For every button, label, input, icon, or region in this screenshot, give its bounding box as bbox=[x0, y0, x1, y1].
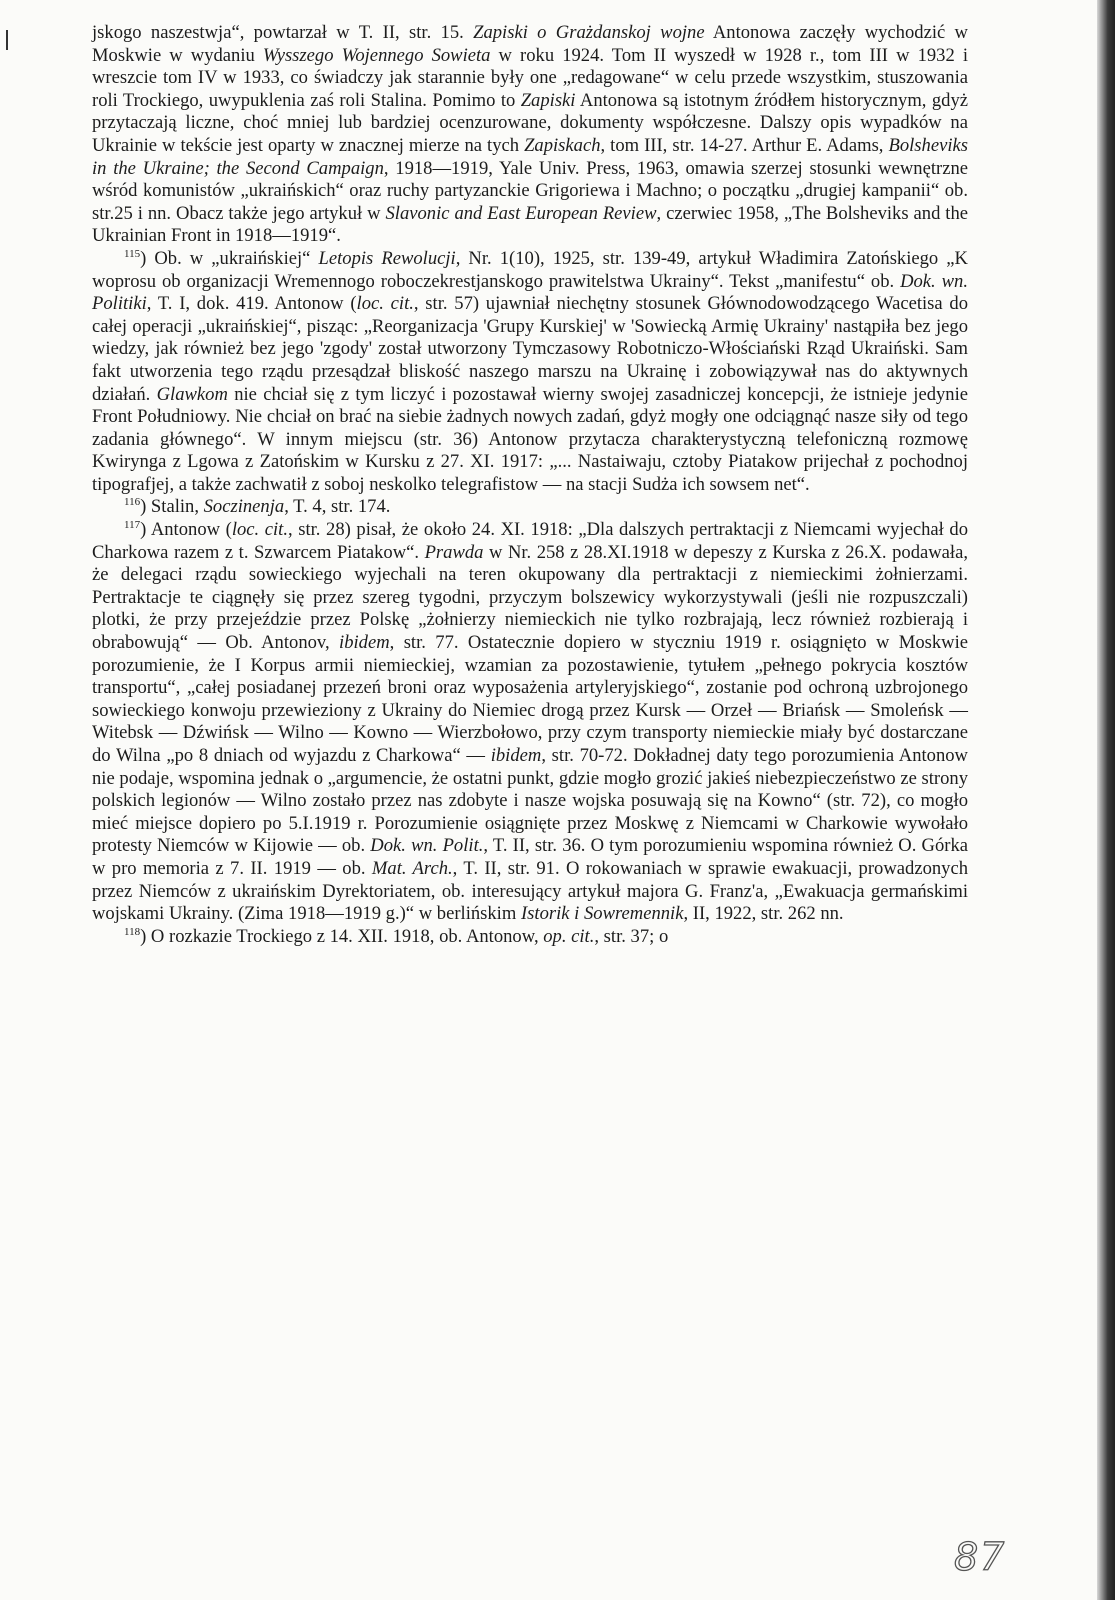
italic-title: Dok. wn. Polit. bbox=[370, 835, 484, 857]
text-run: , T. II, str. 91. O rokowaniach w sprawie ewakuacji, prowadzonych przez Niemców z ukraińskim Dyrektoriatem, ob. interesujący artykuł majora G. Franz'a, „Ewakuacja germańskimi wojskami Ukrainy. (Zima 1918—1919 g.)“ w berlińskim bbox=[92, 857, 969, 925]
scan-margin-mark bbox=[6, 30, 8, 50]
text-run: , str. 77. Ostatecznie dopiero w styczniu 1919 r. osiągnięto w Moskwie porozumienie, że I Korpus armii niemieckiej, wzamian za pozostawienie, tytułem „pełnego pokrycia kosztów transportu“, „całej posiadanej przezeń broni oraz wyposażenia artyleryjskiego“, zostanie pod ochroną uzbrojonego sowieckiego konwoju przewieziony z Ukrainy do Niemiec drogą przez Kursk — Orzeł — Briańsk — Smoleńsk — Witebsk — Dźwińsk — Wilno — Kowno — Wierzbołowo, przy czym transporty niemieckie miały być dostarczane do Wilna „po 8 dniach od wyjazdu z Charkowa“ — bbox=[92, 632, 968, 766]
italic-title: Letopis Rewolucji bbox=[318, 247, 456, 269]
text-run: w Nr. 258 z 28.XI.1918 w depeszy z Kurska z 26.X. podawała, że delegaci rządu sowieckiego wyjechali na teren okupowany dla pertraktacji z niemieckimi żołnierzami. Pertraktacje te ciągnęły się przez szereg tygodni, przyczym bolszewicy wykorzystywali (jeśli nie rozpuszczali) plotki, że przy przejeździe przez Polskę „żołnierzy niemieckich nie tylko rozbrajają, lecz również rozbierają i obrabowują“ — Ob. Antonov, bbox=[92, 541, 968, 654]
text-run: jskogo naszestwja“, powtarzał w T. II, str. 15. bbox=[92, 22, 474, 43]
text-run: , T. I, dok. 419. Antonow ( bbox=[146, 293, 357, 315]
text-run: , T. 4, str. 174. bbox=[284, 496, 391, 518]
text-paragraph bbox=[92, 496, 968, 519]
text-run: Antonowa są istotnym źródłem historycznym, gdyż przytaczają liczne, choć mniej lub bardziej ocenzurowane, dokumenty współczesne. Dalszy opis wypadków na Ukrainie w tekście jest oparty w znacznej mierze na tych bbox=[92, 89, 968, 156]
text-run: Antonowa zaczęły wychodzić w Moskwie w wydaniu bbox=[92, 22, 968, 66]
text-paragraph bbox=[92, 926, 968, 949]
italic-title: Zapiskach bbox=[524, 134, 601, 156]
italic-title: Dok. wn. Politiki bbox=[92, 270, 968, 315]
italic-title: Zapiski bbox=[520, 89, 576, 111]
italic-title: Soczinenja bbox=[203, 496, 285, 518]
text-run: , 1918—1919, Yale Univ. Press, 1963, omawia szerzej stosunki wewnętrzne wśród komunistów „ukraińskich“ oraz ruchy partyzanckie Grigoriewa i Machno; o początku „drugiej kampanii“ ob. str.25 i nn. Obacz także jego artykuł w bbox=[92, 157, 968, 224]
scan-edge-shadow bbox=[1097, 0, 1115, 1600]
text-run: , II, 1922, str. 262 nn. bbox=[683, 903, 844, 925]
italic-title: Glawkom bbox=[156, 383, 228, 405]
italic-title: op. cit. bbox=[543, 925, 595, 947]
text-run: , czerwiec 1958, „The Bolsheviks and the Ukrainian Front in 1918—1919“. bbox=[92, 202, 969, 247]
italic-title: ibidem bbox=[339, 632, 390, 654]
text-run: , T. II, str. 36. O tym porozumieniu wspomina również O. Górka w pro memoria z 7. II. 1919 — ob. bbox=[92, 835, 969, 879]
italic-title: Istorik i Sowremennik bbox=[520, 903, 684, 925]
text-run: ) Antonow ( bbox=[140, 519, 232, 541]
text-run: , str. 28) pisał, że około 24. XI. 1918: „Dla dalszych pertraktacji z Niemcami wyjechał do Charkowa razem z t. Szwarcem Piatakow“. bbox=[92, 519, 969, 563]
text-run: ) Ob. w „ukraińskiej“ bbox=[140, 247, 319, 269]
footnote-number: 115 bbox=[124, 247, 141, 260]
text-run: , str. 37; o bbox=[594, 925, 669, 947]
italic-title: Bolsheviks in the Ukraine; the Second Campaign bbox=[92, 134, 968, 179]
footnote-number: 116 bbox=[124, 496, 141, 509]
italic-title: Prawda bbox=[424, 541, 484, 563]
text-run: nie chciał się z tym liczyć i pozostawał wierny swojej zasadniczej koncepcji, że istnieje jedynie Front Południowy. Nie chciał on brać na siebie żadnych nowych zadań, gdyż mogły one odciągnąć nasze siły od tego zadania głównego“. W innym miejscu (str. 36) Antonow przytacza charakterystyczną telefoniczną rozmowę Kwirynga z Lgowa z Zatońskim w Kursku z 27. XI. 1917: „... Nastaiwaju, cztoby Piatakow prijechał z pochodnoj tipografjej, a także zachwatił z soboj neskolko telegrafistow — na stacji Sudża ich sowsem net“. bbox=[92, 383, 969, 495]
text-run: ) Stalin, bbox=[140, 496, 204, 518]
italic-title: loc. cit. bbox=[231, 519, 289, 541]
text-paragraph bbox=[92, 22, 968, 248]
italic-title: Wysszego Wojennego Sowieta bbox=[262, 44, 491, 66]
italic-title: Zapiski o Grażdanskoj wojne bbox=[473, 22, 705, 43]
text-run: , str. 57) ujawniał niechętny stosunek Głównodowodzącego Wacetisa do całej operacji „ukraińskiej“, pisząc: „Reorganizacja 'Grupy Kurskiej' w 'Sowiecką Armię Ukrainy' nastąpiła bez jego wiedzy, jak również bez jego 'zgody' został utworzony Tymczasowy Robotniczo-Włościański Rząd Ukraiński. Sam fakt utworzenia tego rządu przesądzał bliskość naszego marszu na Ukrainę i zobowiązywał nas do aktywnych działań. bbox=[92, 293, 969, 405]
text-run: , str. 70-72. Dokładnej daty tego porozumienia Antonow nie podaje, wspomina jednak o „argumencie, że ostatni punkt, gdzie mogło grozić jakieś niebezpieczeństwo ze strony polskich legionów — Wilno zostało przez nas zdobyte i nasze wojska posuwają się na Kowno“ (str. 72), co mogło mieć miejsce dopiero po 5.I.1919 r. Porozumienie osiągnięte przez Moskwę z Niemcami w Charkowie wywołało protesty Niemców w Kijowie — ob. bbox=[92, 745, 968, 857]
text-paragraph bbox=[92, 519, 968, 926]
text-paragraph bbox=[92, 248, 968, 497]
italic-title: loc. cit. bbox=[356, 293, 414, 315]
text-run: w roku 1924. Tom II wyszedł w 1928 r., tom III w 1932 i wreszcie tom IV w 1933, co świadczy jak starannie były one „redagowane“ w celu przede wszystkim, stuszowania roli Trockiego, uwypuklenia zaś roli Stalina. Pomimo to bbox=[92, 44, 969, 111]
handwritten-page-number bbox=[950, 1530, 1030, 1578]
handwritten-page-number-text: 87 bbox=[954, 1535, 1007, 1578]
italic-title: Mat. Arch. bbox=[371, 857, 453, 879]
footnote-number: 117 bbox=[124, 518, 141, 531]
text-run: , Nr. 1(10), 1925, str. 139-49, artykuł Władimira Zatońskiego „K woprosu ob organizacji Wremennogo roboczekrestjanskogo prawitelstwa Ukrainy“. Tekst „manifestu“ ob. bbox=[92, 247, 968, 292]
text-run: , tom III, str. 14-27. Arthur E. Adams, bbox=[600, 134, 889, 156]
text-run: ) O rozkazie Trockiego z 14. XII. 1918, ob. Antonow, bbox=[140, 925, 544, 947]
page-text bbox=[92, 22, 968, 948]
footnote-number: 118 bbox=[124, 925, 141, 938]
italic-title: Slavonic and East European Review bbox=[385, 202, 657, 224]
italic-title: ibidem bbox=[490, 745, 542, 766]
